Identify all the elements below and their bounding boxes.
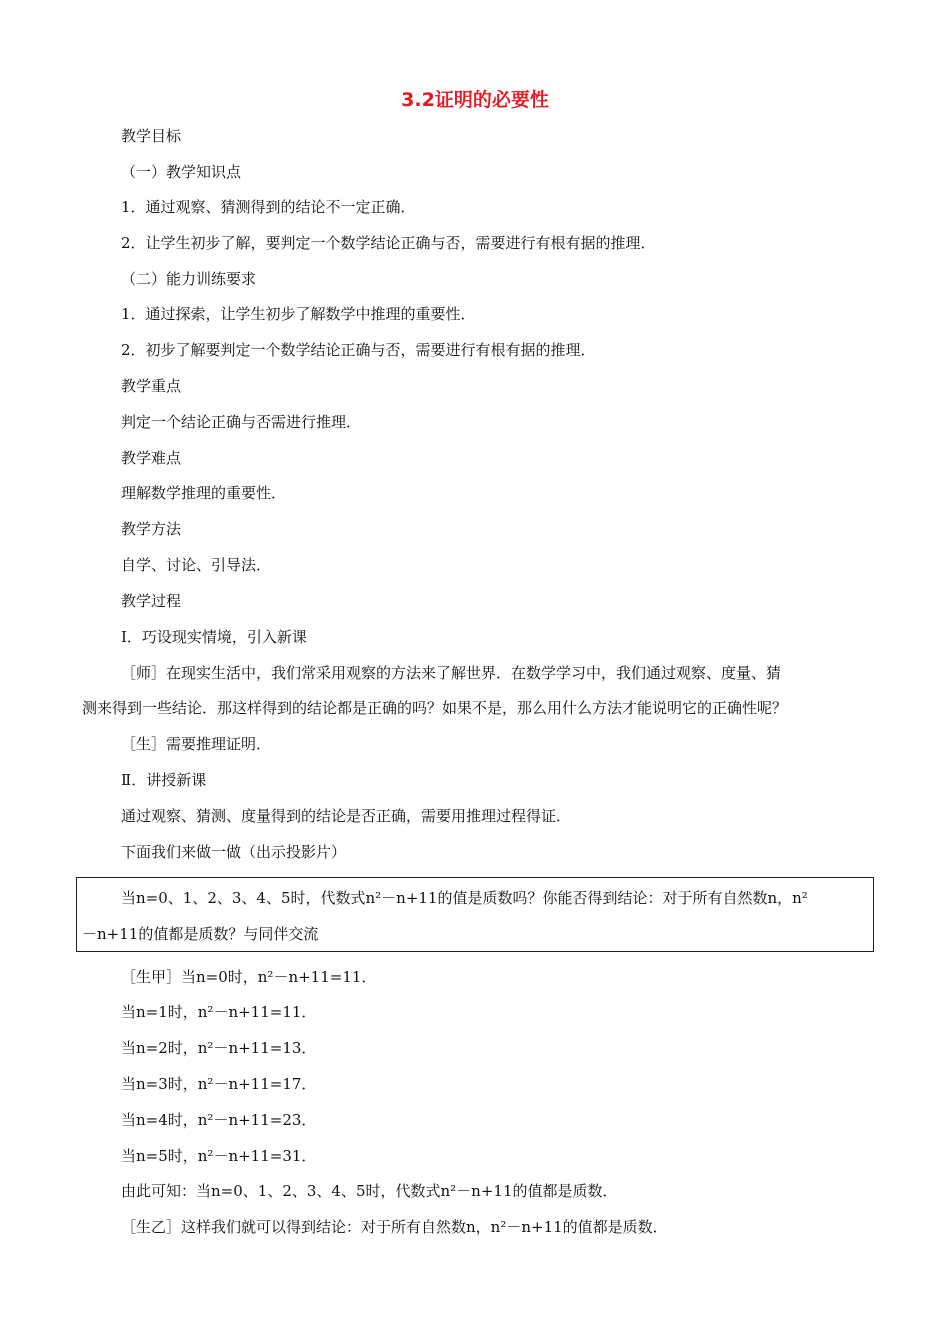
- calc-n5: 当n=5时，n²－n+11=31．: [121, 1147, 317, 1165]
- student-b-conclusion: ［生乙］这样我们就可以得到结论：对于所有自然数n，n²－n+11的值都是质数．: [121, 1218, 668, 1236]
- heading-teaching-goals: 教学目标: [121, 127, 182, 145]
- section-2-intro: 通过观察、猜测、度量得到的结论是否正确，需要用推理过程得证．: [121, 807, 572, 825]
- knowledge-point-2: 2．让学生初步了解，要判定一个数学结论正确与否，需要进行有根有据的推理．: [121, 234, 656, 252]
- calc-n2: 当n=2时，n²－n+11=13．: [121, 1039, 317, 1057]
- projection-question-line-2: －n+11的值都是质数？与同伴交流: [82, 925, 319, 943]
- calc-n1: 当n=1时，n²－n+11=11．: [121, 1003, 317, 1021]
- projection-intro: 下面我们来做一做（出示投影片）: [121, 843, 347, 861]
- calc-n4: 当n=4时，n²－n+11=23．: [121, 1111, 317, 1129]
- section-1-heading: Ⅰ．巧设现实情境，引入新课: [121, 628, 307, 646]
- teacher-paragraph-line-1: ［师］在现实生活中，我们常采用观察的方法来了解世界．在数学学习中，我们通过观察、度量、猜: [121, 664, 782, 682]
- teacher-paragraph-line-2: 测来得到一些结论．那这样得到的结论都是正确的吗？如果不是，那么用什么方法才能说明它的正确性呢？: [82, 699, 788, 717]
- calc-n3: 当n=3时，n²－n+11=17．: [121, 1075, 317, 1093]
- ability-requirement-1: 1．通过探索，让学生初步了解数学中推理的重要性．: [121, 305, 476, 323]
- section-2-heading: Ⅱ．讲授新课: [121, 771, 207, 789]
- heading-process: 教学过程: [121, 592, 182, 610]
- heading-methods: 教学方法: [121, 520, 182, 538]
- heading-key-points: 教学重点: [121, 377, 182, 395]
- key-points-text: 判定一个结论正确与否需进行推理．: [121, 413, 362, 431]
- subheading-knowledge-points: （一）教学知识点: [121, 163, 242, 181]
- ability-requirement-2: 2．初步了解要判定一个数学结论正确与否，需要进行有根有据的推理．: [121, 341, 596, 359]
- difficulties-text: 理解数学推理的重要性．: [121, 484, 287, 502]
- heading-difficulties: 教学难点: [121, 449, 182, 467]
- conclusion-observed: 由此可知：当n=0、1、2、3、4、5时，代数式n²－n+11的值都是质数．: [121, 1182, 618, 1200]
- page-title: 3.2证明的必要性: [401, 89, 549, 111]
- methods-text: 自学、讨论、引导法．: [121, 556, 272, 574]
- student-reply: ［生］需要推理证明．: [121, 735, 272, 753]
- knowledge-point-1: 1．通过观察、猜测得到的结论不一定正确．: [121, 198, 416, 216]
- projection-question-line-1: 当n=0、1、2、3、4、5时，代数式n²－n+11的值是质数吗？你能否得到结论：对于所有自然数n，n²: [121, 889, 808, 907]
- subheading-ability-requirements: （二）能力训练要求: [121, 270, 257, 288]
- student-a-n0: ［生甲］当n=0时，n²－n+11=11．: [121, 968, 377, 986]
